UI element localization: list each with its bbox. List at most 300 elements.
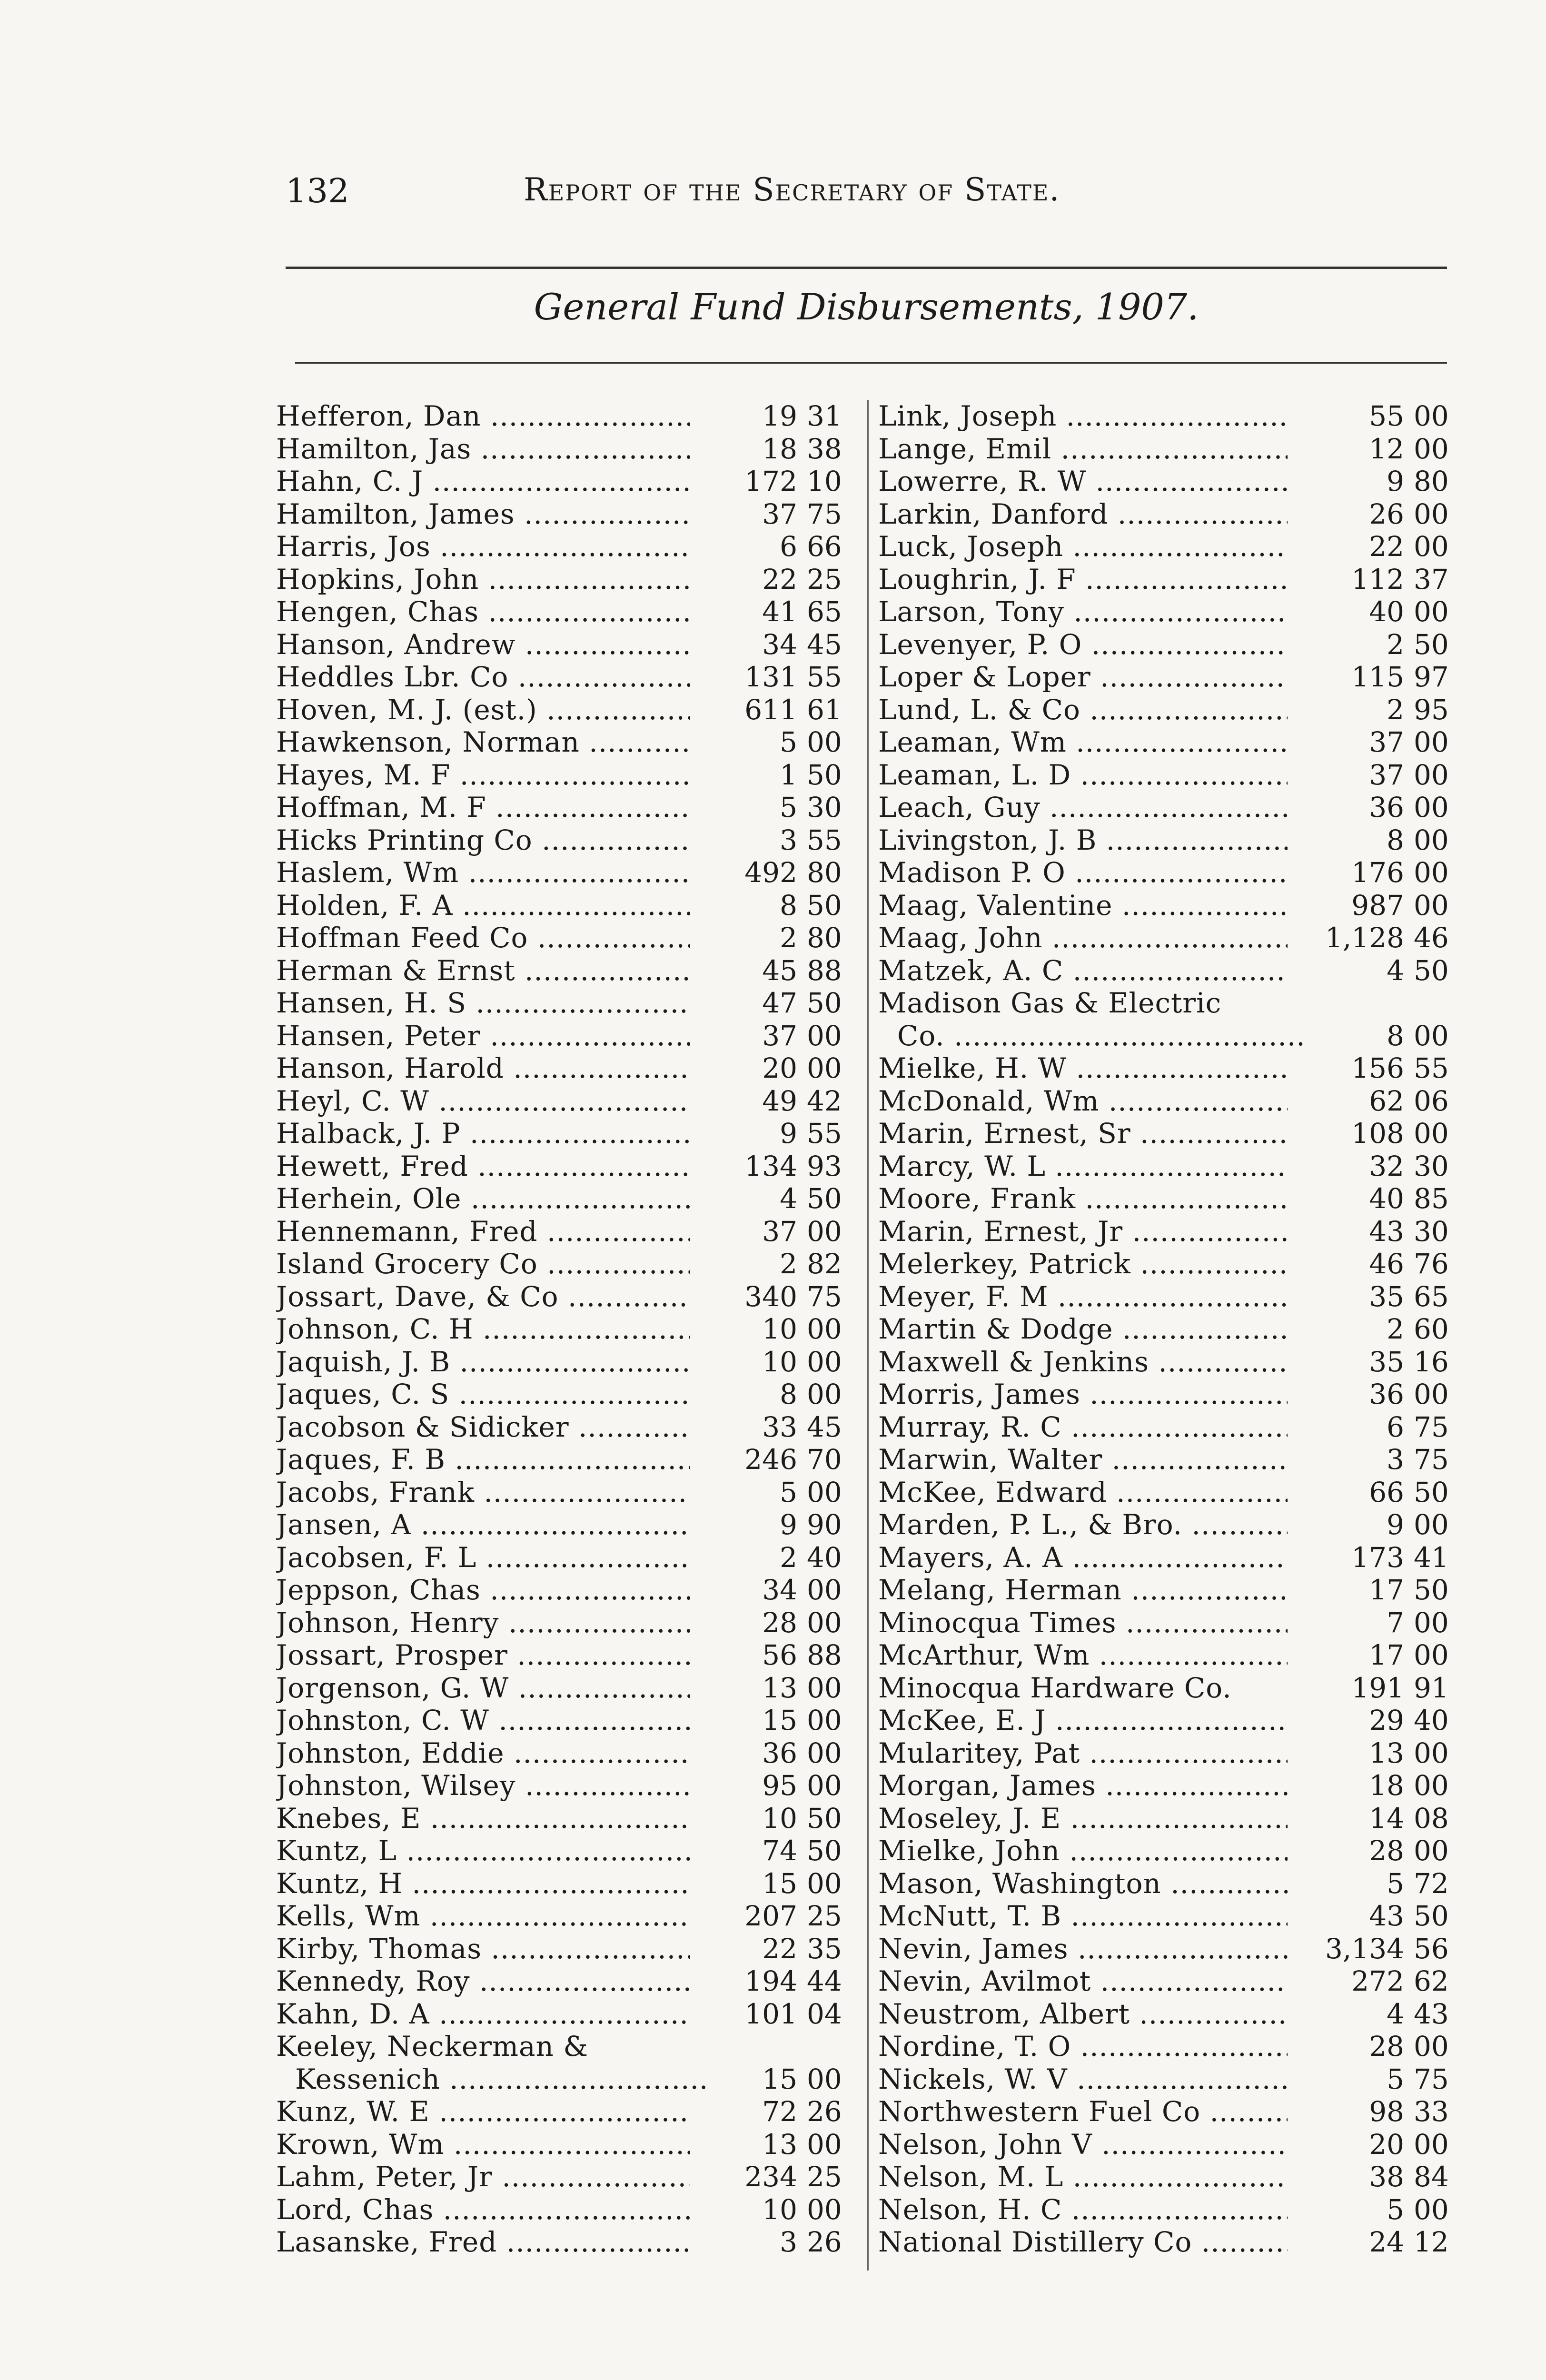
amount-dollars: 56 [762, 1639, 797, 1671]
entry-row [276, 1443, 857, 1476]
entry-row [276, 1117, 857, 1150]
entry-row [276, 530, 857, 563]
entry-row [878, 2030, 1457, 2063]
amount-cents: 72 [1414, 1867, 1449, 1900]
entry-row [276, 1508, 857, 1541]
amount-dollars: 340 [744, 1280, 797, 1313]
payee-name: Krown, Wm ..... [276, 2128, 690, 2161]
amount-dollars: 28 [1369, 1835, 1404, 1867]
entry-row [276, 1737, 857, 1770]
entry-row [276, 1965, 857, 1998]
entry-row [276, 595, 857, 628]
amount-cents: 75 [1414, 1410, 1449, 1443]
payee-name: Johnston, C. W ..... [276, 1704, 690, 1737]
amount-cents: 31 [807, 400, 842, 432]
amount-cents: 80 [807, 922, 842, 954]
amount-cents: 25 [807, 2161, 842, 2193]
amount-cents: 00 [807, 1019, 842, 1052]
amount-cents: 70 [807, 1443, 842, 1476]
payee-name: Northwestern Fuel Co ..... [878, 2095, 1288, 2128]
running-head: Report of the Secretary of State. [524, 171, 1060, 208]
payee-name: Harris, Jos ..... [276, 530, 690, 563]
payee-name: Mielke, John ..... [878, 1835, 1288, 1867]
amount-cents: 66 [807, 530, 842, 563]
amount-dollars: 101 [744, 1997, 797, 2030]
amount-cents: 00 [1414, 823, 1449, 856]
entry-row [276, 498, 857, 531]
amount-dollars: 34 [762, 1574, 797, 1606]
entry-row [276, 1346, 857, 1378]
entry-row [276, 1639, 857, 1672]
payee-name: Kennedy, Roy ..... [276, 1965, 690, 1998]
amount-dollars: 9 [780, 1508, 797, 1541]
payee-name: Leaman, Wm ..... [878, 726, 1288, 759]
amount-cents: 75 [1414, 1443, 1449, 1476]
amount-cents: 00 [807, 2128, 842, 2161]
payee-name: Livingston, J. B ..... [878, 824, 1288, 857]
payee-name: Co. ..... [878, 1020, 1307, 1052]
amount-cents: 00 [1414, 1378, 1449, 1410]
amount-dollars: 1,128 [1325, 922, 1404, 954]
amount-cents: 38 [807, 432, 842, 465]
amount-dollars: 4 [780, 1182, 797, 1215]
amount-dollars: 4 [1387, 954, 1404, 987]
amount-cents: 00 [1414, 1606, 1449, 1639]
payee-name: Kells, Wm ..... [276, 1900, 690, 1933]
amount-dollars: 9 [1387, 465, 1404, 497]
payee-name: Hefferon, Dan ..... [276, 400, 690, 433]
amount-dollars: 234 [744, 2161, 797, 2193]
entry-row [276, 2063, 857, 2096]
amount-cents: 50 [1414, 1574, 1449, 1606]
payee-name: Kessenich ..... [276, 2063, 709, 2096]
amount-dollars: 19 [762, 400, 797, 432]
amount-cents: 85 [1414, 1182, 1449, 1215]
entry-row [276, 1704, 857, 1737]
payee-name: Kunz, W. E ..... [276, 2095, 690, 2128]
entry-row [878, 987, 1457, 1020]
payee-name: Heyl, C. W ..... [276, 1085, 690, 1118]
amount-cents: 00 [1414, 2193, 1449, 2226]
payee-name: Mularitey, Pat ..... [878, 1737, 1288, 1770]
payee-name: McNutt, T. B ..... [878, 1900, 1288, 1933]
entry-row [878, 1052, 1457, 1085]
caption-rule [295, 362, 1447, 364]
amount-dollars: 34 [762, 628, 797, 661]
amount-cents: 80 [807, 856, 842, 889]
amount-cents: 40 [807, 1541, 842, 1574]
entry-row [276, 563, 857, 596]
amount-cents: 41 [1414, 1541, 1449, 1574]
amount-cents: 75 [807, 1280, 842, 1313]
amount-cents: 95 [1414, 693, 1449, 726]
payee-name: Meyer, F. M ..... [878, 1280, 1288, 1313]
payee-name: Lord, Chas ..... [276, 2193, 690, 2226]
amount-cents: 88 [807, 1639, 842, 1671]
payee-name: Keeley, Neckerman & [276, 2030, 588, 2063]
amount-cents: 00 [1414, 595, 1449, 628]
entry-row [276, 987, 857, 1020]
amount-cents: 26 [807, 2095, 842, 2128]
entry-row [878, 824, 1457, 857]
amount-cents: 25 [807, 563, 842, 595]
amount-cents: 04 [807, 1997, 842, 2030]
payee-name: Loughrin, J. F ..... [878, 563, 1288, 596]
amount-dollars: 191 [1351, 1671, 1404, 1704]
payee-name: Nickels, W. V ..... [878, 2063, 1288, 2096]
entry-row [276, 1248, 857, 1280]
payee-name: Lahm, Peter, Jr ..... [276, 2161, 690, 2193]
amount-cents: 12 [1414, 2226, 1449, 2258]
column-divider [867, 400, 869, 2271]
entry-row [878, 465, 1457, 498]
payee-name: National Distillery Co ..... [878, 2226, 1288, 2259]
amount-dollars: 15 [762, 1867, 797, 1900]
payee-name: Hoffman, M. F ..... [276, 791, 690, 824]
amount-dollars: 14 [1369, 1802, 1404, 1835]
payee-name: Lange, Emil ..... [878, 433, 1288, 466]
amount-dollars: 35 [1369, 1345, 1404, 1378]
entry-row [878, 2193, 1457, 2226]
entry-row [878, 1639, 1457, 1672]
entry-row [878, 1443, 1457, 1476]
entry-row [276, 1020, 857, 1052]
amount-cents: 40 [1414, 1704, 1449, 1736]
amount-cents: 56 [1414, 1932, 1449, 1965]
payee-name: Mielke, H. W ..... [878, 1052, 1288, 1085]
payee-name: Herman & Ernst ..... [276, 954, 690, 987]
amount-cents: 55 [1414, 1052, 1449, 1084]
entry-row [878, 791, 1457, 824]
amount-cents: 00 [807, 1769, 842, 1802]
payee-name: Nordine, T. O ..... [878, 2030, 1288, 2063]
payee-name: Jossart, Prosper ..... [276, 1639, 690, 1672]
amount-dollars: 7 [1387, 1606, 1404, 1639]
entry-row [276, 759, 857, 792]
amount-dollars: 55 [1369, 400, 1404, 432]
payee-name: Maag, Valentine ..... [878, 889, 1288, 922]
amount-dollars: 20 [762, 1052, 797, 1084]
amount-dollars: 3,134 [1325, 1932, 1404, 1965]
entry-row [276, 2095, 857, 2128]
entry-row [878, 954, 1457, 987]
amount-dollars: 6 [780, 530, 797, 563]
amount-dollars: 9 [1387, 1508, 1404, 1541]
payee-name: Jaques, F. B ..... [276, 1443, 690, 1476]
entry-row [276, 1933, 857, 1965]
entry-row [276, 1998, 857, 2031]
payee-name: Leach, Guy ..... [878, 791, 1288, 824]
amount-dollars: 2 [1387, 693, 1404, 726]
payee-name: McKee, Edward ..... [878, 1476, 1288, 1509]
payee-name: Hoven, M. J. (est.) ..... [276, 694, 690, 726]
amount-cents: 00 [807, 1671, 842, 1704]
amount-dollars: 172 [744, 465, 797, 497]
amount-dollars: 35 [1369, 1280, 1404, 1313]
amount-cents: 90 [807, 1508, 842, 1541]
amount-cents: 00 [807, 726, 842, 758]
entry-row [878, 2161, 1457, 2193]
entry-row [276, 1835, 857, 1867]
amount-cents: 60 [1414, 1313, 1449, 1345]
entry-row [878, 530, 1457, 563]
amount-dollars: 22 [762, 563, 797, 595]
payee-name: Loper & Loper ..... [878, 661, 1288, 694]
amount-dollars: 5 [780, 726, 797, 758]
amount-cents: 00 [807, 1704, 842, 1736]
amount-cents: 00 [807, 1867, 842, 1900]
amount-dollars: 37 [1369, 758, 1404, 791]
amount-cents: 00 [807, 1052, 842, 1084]
amount-cents: 00 [1414, 2030, 1449, 2063]
amount-dollars: 24 [1369, 2226, 1404, 2258]
amount-dollars: 3 [780, 2226, 797, 2258]
payee-name: Lasanske, Fred ..... [276, 2226, 690, 2259]
amount-cents: 30 [807, 791, 842, 823]
payee-name: Hawkenson, Norman ..... [276, 726, 690, 759]
amount-cents: 00 [807, 1345, 842, 1378]
amount-cents: 00 [1414, 1736, 1449, 1769]
amount-dollars: 37 [762, 497, 797, 530]
amount-dollars: 36 [1369, 791, 1404, 823]
amount-dollars: 4 [1387, 1997, 1404, 2030]
amount-cents: 43 [1414, 1997, 1449, 2030]
amount-dollars: 32 [1369, 1150, 1404, 1182]
entry-row [878, 1606, 1457, 1639]
amount-cents: 50 [807, 758, 842, 791]
amount-dollars: 10 [762, 1345, 797, 1378]
payee-name: Jossart, Dave, & Co ..... [276, 1280, 690, 1313]
entry-row [878, 759, 1457, 792]
amount-dollars: 33 [762, 1410, 797, 1443]
entry-row [276, 1769, 857, 1802]
entry-row [276, 1476, 857, 1509]
left-column [276, 400, 857, 2259]
payee-name: Moseley, J. E ..... [878, 1802, 1288, 1835]
entry-row [878, 2226, 1457, 2259]
amount-cents: 26 [807, 2226, 842, 2258]
entry-row [878, 726, 1457, 759]
payee-name: Morris, James ..... [878, 1378, 1288, 1411]
amount-dollars: 15 [762, 2063, 797, 2095]
entry-row [276, 628, 857, 661]
payee-name: Hopkins, John ..... [276, 563, 690, 596]
payee-name: Kirby, Thomas ..... [276, 1933, 690, 1965]
entry-row [878, 1900, 1457, 1933]
amount-cents: 10 [807, 465, 842, 497]
amount-dollars: 22 [1369, 530, 1404, 563]
amount-cents: 00 [1414, 856, 1449, 889]
amount-dollars: 492 [744, 856, 797, 889]
amount-dollars: 112 [1351, 563, 1404, 595]
payee-name: Hanson, Andrew ..... [276, 628, 690, 661]
entry-row [878, 694, 1457, 726]
payee-name: McKee, E. J ..... [878, 1704, 1288, 1737]
payee-name: Jorgenson, G. W ..... [276, 1672, 690, 1705]
payee-name: Minocqua Hardware Co. [878, 1671, 1232, 1704]
amount-dollars: 72 [762, 2095, 797, 2128]
amount-dollars: 43 [1369, 1900, 1404, 1932]
amount-cents: 65 [1414, 1280, 1449, 1313]
entry-row [878, 889, 1457, 922]
amount-cents: 00 [807, 2193, 842, 2226]
payee-name: Hennemann, Fred ..... [276, 1215, 690, 1248]
payee-name: Madison Gas & Electric [878, 987, 1222, 1019]
amount-dollars: 8 [780, 889, 797, 922]
amount-dollars: 8 [1387, 1019, 1404, 1052]
payee-name: Nevin, Avilmot ..... [878, 1965, 1288, 1998]
payee-name: Minocqua Times ..... [878, 1606, 1288, 1639]
amount-dollars: 5 [1387, 1867, 1404, 1900]
payee-name: Leaman, L. D ..... [878, 759, 1288, 792]
amount-dollars: 36 [762, 1736, 797, 1769]
amount-cents: 00 [807, 1378, 842, 1410]
entry-row [878, 1476, 1457, 1509]
entry-row [878, 1867, 1457, 1900]
entry-row [878, 1085, 1457, 1118]
amount-cents: 30 [1414, 1215, 1449, 1248]
payee-name: Hansen, H. S ..... [276, 987, 690, 1020]
amount-cents: 55 [807, 823, 842, 856]
entry-row [276, 1280, 857, 1313]
amount-dollars: 40 [1369, 595, 1404, 628]
amount-dollars: 207 [744, 1900, 797, 1932]
amount-dollars: 18 [762, 432, 797, 465]
entry-row [276, 465, 857, 498]
amount-cents: 00 [1414, 1639, 1449, 1671]
payee-name: Maag, John ..... [878, 922, 1288, 954]
amount-dollars: 49 [762, 1084, 797, 1117]
amount-dollars: 17 [1369, 1639, 1404, 1671]
amount-cents: 50 [807, 1835, 842, 1867]
payee-name: Hamilton, James ..... [276, 498, 690, 531]
payee-name: Martin & Dodge ..... [878, 1313, 1288, 1346]
payee-name: Hewett, Fred ..... [276, 1150, 690, 1183]
amount-cents: 00 [1414, 2128, 1449, 2161]
amount-cents: 50 [1414, 628, 1449, 661]
amount-dollars: 38 [1369, 2161, 1404, 2193]
amount-dollars: 98 [1369, 2095, 1404, 2128]
amount-cents: 50 [807, 889, 842, 922]
payee-name: Knebes, E ..... [276, 1802, 690, 1835]
amount-cents: 76 [1414, 1248, 1449, 1280]
entry-row [878, 1150, 1457, 1183]
amount-cents: 00 [807, 1574, 842, 1606]
entry-row [878, 661, 1457, 694]
amount-cents: 00 [1414, 530, 1449, 563]
amount-cents: 45 [807, 628, 842, 661]
entry-row [878, 1182, 1457, 1215]
payee-name: Jacobson & Sidicker ..... [276, 1411, 690, 1444]
amount-dollars: 12 [1369, 432, 1404, 465]
payee-name: Mayers, A. A ..... [878, 1541, 1288, 1574]
payee-name: Jacobsen, F. L ..... [276, 1541, 690, 1574]
amount-cents: 62 [1414, 1965, 1449, 1997]
amount-dollars: 131 [744, 661, 797, 693]
payee-name: Melerkey, Patrick ..... [878, 1248, 1288, 1280]
payee-name: Link, Joseph ..... [878, 400, 1288, 433]
amount-cents: 00 [807, 1606, 842, 1639]
entry-row [276, 1900, 857, 1933]
payee-name: Hamilton, Jas ..... [276, 433, 690, 466]
entry-row [276, 954, 857, 987]
amount-dollars: 66 [1369, 1476, 1404, 1508]
amount-cents: 84 [1414, 2161, 1449, 2193]
amount-cents: 44 [807, 1965, 842, 1997]
payee-name: Jansen, A ..... [276, 1508, 690, 1541]
entry-row [276, 824, 857, 857]
entry-row [878, 400, 1457, 433]
payee-name: Hanson, Harold ..... [276, 1052, 690, 1085]
payee-name: Island Grocery Co ..... [276, 1248, 690, 1280]
payee-name: Melang, Herman ..... [878, 1574, 1288, 1606]
entry-row [276, 1574, 857, 1606]
entry-row [276, 661, 857, 694]
amount-cents: 55 [807, 1117, 842, 1150]
payee-name: Hengen, Chas ..... [276, 595, 690, 628]
amount-dollars: 10 [762, 1802, 797, 1835]
entry-row [878, 1998, 1457, 2031]
payee-name: Jaques, C. S ..... [276, 1378, 690, 1411]
amount-cents: 00 [1414, 726, 1449, 758]
payee-name: Larson, Tony ..... [878, 595, 1288, 628]
amount-dollars: 156 [1351, 1052, 1404, 1084]
amount-dollars: 47 [762, 987, 797, 1019]
entry-row [878, 922, 1457, 954]
amount-cents: 50 [1414, 1476, 1449, 1508]
amount-dollars: 20 [1369, 2128, 1404, 2161]
amount-dollars: 5 [1387, 2193, 1404, 2226]
amount-cents: 00 [1414, 400, 1449, 432]
amount-cents: 00 [807, 1215, 842, 1248]
entry-row [878, 595, 1457, 628]
entry-row [878, 2095, 1457, 2128]
amount-dollars: 62 [1369, 1084, 1404, 1117]
entry-row [878, 1508, 1457, 1541]
entry-row [276, 1606, 857, 1639]
amount-dollars: 45 [762, 954, 797, 987]
entry-row [276, 1085, 857, 1118]
amount-dollars: 5 [1387, 2063, 1404, 2095]
amount-cents: 97 [1414, 661, 1449, 693]
amount-cents: 42 [807, 1084, 842, 1117]
amount-dollars: 987 [1351, 889, 1404, 922]
amount-dollars: 176 [1351, 856, 1404, 889]
amount-cents: 00 [1414, 1019, 1449, 1052]
amount-dollars: 8 [780, 1378, 797, 1410]
payee-name: Madison P. O ..... [878, 856, 1288, 889]
payee-name: Heddles Lbr. Co ..... [276, 661, 690, 694]
amount-dollars: 246 [744, 1443, 797, 1476]
amount-dollars: 26 [1369, 497, 1404, 530]
entry-row [878, 1965, 1457, 1998]
entry-row [276, 694, 857, 726]
entry-row [276, 2161, 857, 2193]
amount-dollars: 134 [744, 1150, 797, 1182]
entry-row [878, 1280, 1457, 1313]
amount-dollars: 36 [1369, 1378, 1404, 1410]
payee-name: Neustrom, Albert ..... [878, 1998, 1288, 2031]
amount-dollars: 37 [762, 1019, 797, 1052]
entry-row [878, 628, 1457, 661]
page-header [286, 171, 1447, 219]
payee-name: Nelson, M. L ..... [878, 2161, 1288, 2193]
amount-cents: 30 [1414, 1150, 1449, 1182]
entry-row [878, 1704, 1457, 1737]
payee-name: Kahn, D. A ..... [276, 1998, 690, 2031]
amount-cents: 75 [1414, 2063, 1449, 2095]
amount-cents: 00 [1414, 1769, 1449, 1802]
